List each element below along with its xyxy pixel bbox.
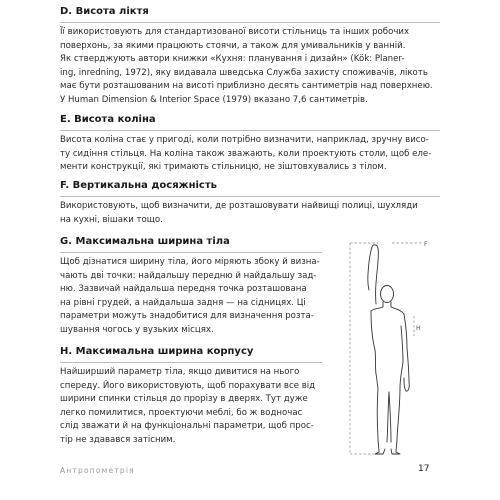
text-line: чають дві точки: найдальшу передню й найдальшу зад-: [60, 270, 317, 281]
section-divider: [60, 22, 440, 23]
text-line: Найширший параметр тіла, якщо дивитися на нього: [60, 367, 300, 377]
section-elbow-height: [60, 6, 440, 107]
text-line: ту сидіння стільця. На коліна також зважають, коли проектують столи, щоб еле-: [60, 148, 432, 159]
section-divider: [60, 362, 322, 363]
text-line: Використовують, щоб визначити, де розташовувати найвищі полиці, шухляди: [60, 201, 418, 211]
text-line: має бути розташованим на висоті приблизно десять сантиметрів над поверхнею.: [60, 81, 433, 91]
text-line: спереду. Його використовують, щоб порахувати все від: [60, 380, 316, 391]
text-line: У Human Dimension & Interior Space (1979) вказано 7,6 сантиметрів.: [60, 94, 368, 105]
text-line: поверхонь, за якими працюють стоячи, а також для умивальників у ванній.: [60, 40, 406, 51]
text-line: ing, inredning, 1972), яку видавала шведська Служба захисту споживачів, лікоть: [60, 67, 428, 78]
section-knee-height: [60, 114, 440, 175]
section-heading: E. Висота коліна: [60, 114, 156, 125]
section-body: [60, 26, 440, 107]
text-line: Щоб дізнатися ширину тіла, його міряють збоку й визна-: [60, 257, 320, 267]
section-body: [60, 134, 440, 175]
section-body: [60, 256, 322, 337]
section-divider: [60, 130, 440, 131]
figure-label-h: H: [416, 325, 421, 332]
text-line: ширини спинки стільця до прорізу в дверях. Тут дуже: [60, 394, 308, 404]
human-figure-illustration: [338, 238, 440, 460]
section-heading: G. Максимальна ширина тіла: [60, 236, 230, 247]
section-divider: [60, 196, 440, 197]
text-line: Її використовують для стандартизованої висоти стільниць та інших робочих: [60, 27, 410, 37]
section-vertical-reach: [60, 180, 440, 227]
figure-label-f: F: [424, 241, 428, 248]
section-body: [60, 200, 440, 227]
section-body: [60, 366, 322, 447]
section-heading: H. Максимальна ширина корпусу: [60, 346, 254, 357]
text-line: шування чогось у вузьких місцях.: [60, 324, 214, 335]
text-line: ню. Зазвичай найдальша передня точка розташована: [60, 284, 307, 294]
text-line: менти конструкції, які тримають стільницю, не зіштовхувались з тілом.: [60, 162, 387, 172]
text-line: тір не здавався затісним.: [60, 434, 176, 445]
text-line: на рівні грудей, а найдальша задня — на сідницях. Ці: [60, 297, 306, 308]
section-heading: F. Вертикальна досяжність: [60, 180, 217, 191]
running-footer: Антропометрія: [60, 466, 135, 475]
text-line: слід зважати й на функціональні параметри, щоб прос-: [60, 421, 314, 431]
page-number: 17: [418, 464, 430, 474]
human-figure-svg: [338, 238, 440, 460]
text-line: Висота коліна стає у пригоді, коли потрібно визначити, наприклад, зручну висо-: [60, 135, 429, 145]
text-line: Як стверджують автори книжки «Кухня: планування і дизайн» (Kök: Planer-: [60, 54, 405, 64]
text-line: параметри можуть знадобитися для визначення розта-: [60, 311, 314, 321]
section-divider: [60, 252, 322, 253]
section-heading: D. Висота ліктя: [60, 6, 149, 17]
text-line: легко помилитися, проектуючи меблі, бо ж водночас: [60, 407, 303, 418]
text-line: на кухні, вішаки тощо.: [60, 214, 163, 225]
